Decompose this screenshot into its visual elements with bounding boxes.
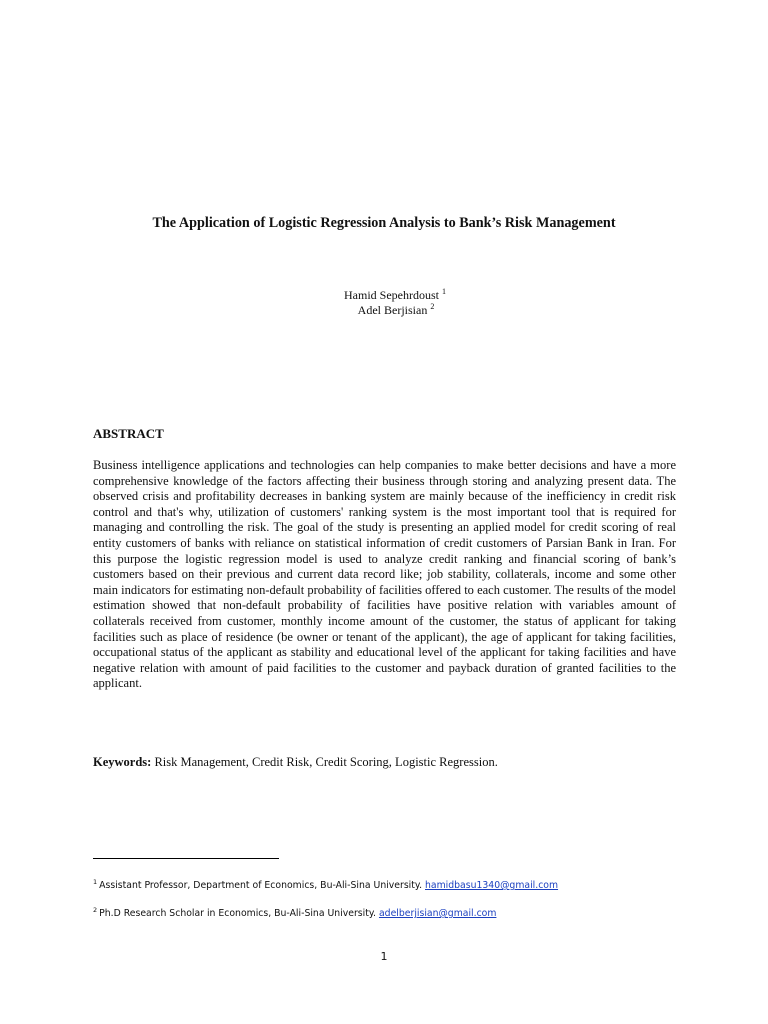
page-number: 1 [380,950,388,963]
author-name: Hamid Sepehrdoust [344,288,439,302]
footnote-1 [93,880,713,892]
footnote-mark: 1 [93,878,98,886]
keywords-text: Risk Management, Credit Risk, Credit Scoring, Logistic Regression. [151,755,498,769]
footnote-mark: 2 [93,906,98,914]
paper-title: The Application of Logistic Regression Analysis to Bank’s Risk Management [152,215,616,231]
author-2 [0,303,768,318]
footnote-email-link[interactable]: hamidbasu1340@gmail.com [425,880,559,891]
footnote-text: Ph.D Research Scholar in Economics, Bu-Ali-Sina University. [99,908,379,919]
author-name: Adel Berjisian [357,303,428,317]
author-footnote-mark: 1 [442,287,446,296]
keywords-label: Keywords: [93,755,152,769]
author-1 [0,288,768,303]
footnote-email-link[interactable]: adelberjisian@gmail.com [378,908,497,919]
abstract-body: Business intelligence applications and technologies can help companies to make better decisions and have a more comprehensive knowledge of the factors affecting their business through storing and analyzing present data. The observed crisis and profitability decreases in banking system are mainly because of the inefficiency in credit risk control and that's why, utilization of customers' ranking system is the most important tool that is required for managing and controlling the risk. The goal of the study is presenting an applied model for credit scoring of real entity customers of banks with reliance on statistical information of credit customers of Parsian Bank in Iran. For this purpose the logistic regression model is used to analyze credit ranking and financial scoring of bank’s customers based on their previous and current data record like; job stability, collaterals, income and some other main indicators for estimating non-default probability of facilities offered to each customer. The results of the model estimation showed that non-default probability of facilities have positive relation with variables amount of collaterals received from customer, monthly income amount of the customer, the status of applicant for taking facilities such as place of residence (be owner or tenant of the applicant), the age of applicant for taking facilities, occupational status of the applicant as stability and educational level of the applicant for taking facilities and have negative relation with amount of paid facilities to the customer and payback duration of granted facilities to the applicant. [93,458,676,691]
author-footnote-mark: 2 [430,302,435,311]
keywords-line [93,754,693,770]
abstract-heading: ABSTRACT [93,426,164,441]
footnote-2 [93,908,713,920]
footnote-text: Assistant Professor, Department of Economics, Bu-Ali-Sina University. [99,880,425,891]
author-block [0,288,768,318]
footnote-divider [93,858,279,859]
